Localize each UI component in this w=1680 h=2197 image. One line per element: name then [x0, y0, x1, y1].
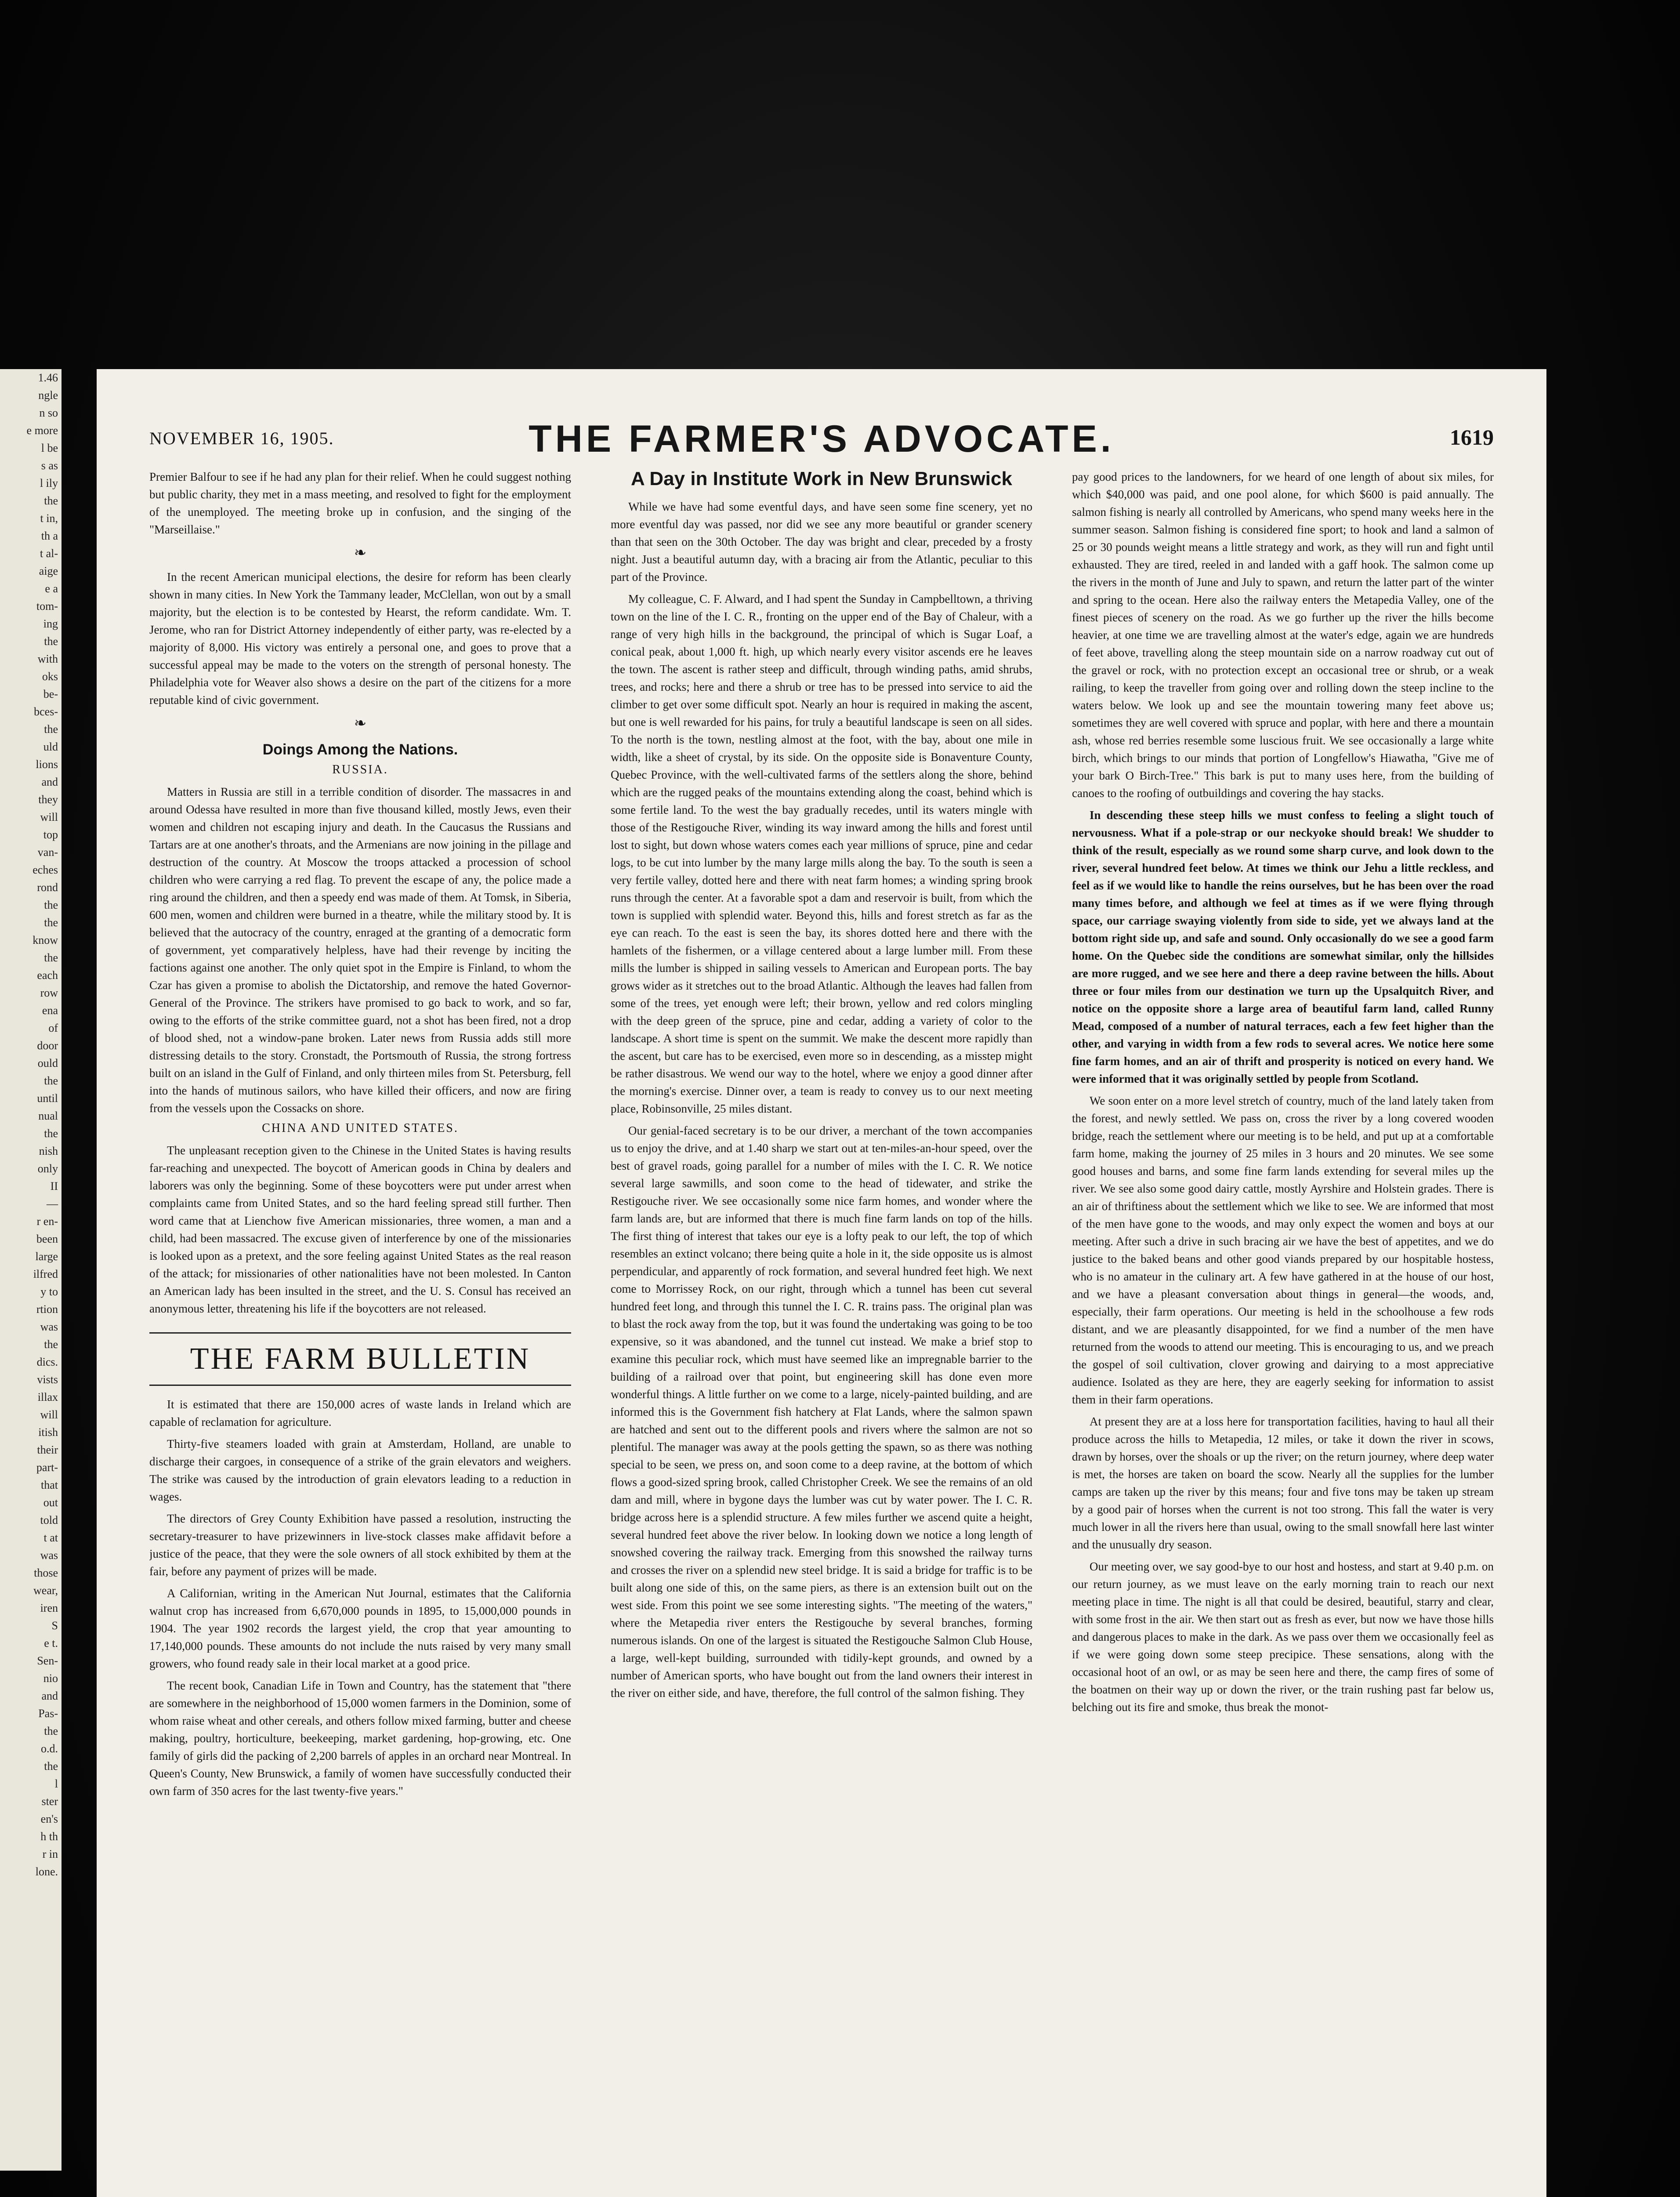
paragraph: While we have had some eventful days, and have seen some fine scenery, yet no more eventful day was passed, nor did we see any more beautiful or grander scenery than that seen on the 30th October. The day was bright and clear, preceded by a frosty night. Just a beautiful autumn day, with a bracing air from the Atlantic, peculiar to this part of the Province. — [611, 500, 1032, 584]
previous-page-fragment: aige — [39, 565, 58, 577]
masthead-title: THE FARMER'S ADVOCATE. — [529, 418, 1115, 460]
paragraph: My colleague, C. F. Alward, and I had spent the Sunday in Campbelltown, a thriving town on the line of the I. C. R., fronting on the upper end of the Bay of Chaleur, with a range of very high hills in the background, the principal of which is Sugar Loaf, a conical peak, about 1,000 ft. high, up which nearly every visitor ascends ere he leaves the town. The ascent is rather steep and difficult, through winding paths, amid shrubs, trees, and rocks; here and there a shrub or tree has to be pressed into service to aid the climber to get over some difficult spot. Nearly an hour is required in making the ascent, but one is well rewarded for his pains, for truly a beautiful landscape is seen on all sides. To the north is the town, nestling almost at the foot, with the bay, about one mile in width, like a sheet of crystal, by its side. On the opposite side is Bonaventure County, Quebec Province, with the well-cultivated farms of the settlers along the shore, behind which are the rugged peaks of the mountains extending along the coast, behind which is some fertile land. To the west the bay gradually recedes, until its waters mingle with those of the Restigouche River, winding its way inward among the hills and forest until lost to sight, but down whose waters comes each year millions of spruce, pine and cedar logs, to be cut into lumber by the many large mills along the bay. To the south is seen a very fertile valley, dotted here and there with neat farm homes; a winding spring brook runs through the center. At a favorable spot a dam and reservoir is built, from which the town is supplied with splendid water. Beyond this, hills and forest stretch as far as the eye can reach. To the east is seen the bay, its shores dotted here and there with the hamlets of the fishermen, or a village centered about a large lumber mill. From these mills the lumber is shipped in sailing vessels to American and European ports. The bay grows wider as it stretches out to the broad Atlantic. Although the leaves had fallen from some of the trees, yet enough were left; their brown, yellow and red colors mingling with the deep green of the spruce, pine and cedar, adding a variety of color to the landscape. A short time is spent on the summit. We make the descent more rapidly than the ascent, but care has to be exercised, even more so in descending, as a misstep might be rather disastrous. We wend our way to the hotel, where we enjoy a good dinner after the morning's exercise. Dinner over, a team is ready to convey us to our next meeting place, Robinsonville, 25 miles distant. — [611, 592, 1032, 1115]
previous-page-fragment: n so — [39, 406, 58, 419]
divider-ornament: ❧ — [354, 715, 367, 732]
previous-page-fragment: vists — [37, 1373, 58, 1386]
previous-page-fragment: their — [37, 1443, 58, 1456]
farm-bulletin-heading: THE FARM BULLETIN — [149, 1332, 571, 1386]
previous-page-fragment: top — [43, 828, 58, 841]
paragraph: Thirty-five steamers loaded with grain at Amsterdam, Holland, are unable to discharge their cargoes, in consequence of a strike of the grain elevators and weighers. The strike was caused by the introduction of grain elevators leading to a reduction in wages. — [149, 1437, 571, 1503]
paragraph: A Californian, writing in the American Nut Journal, estimates that the California walnut crop has increased from 6,670,000 pounds in 1895, to 15,000,000 pounds in 1904. The year 1902 records the largest yield, the crop that year amounting to 17,140,000 pounds. These amounts do not include the nuts raised by very many small growers, who found ready sale in their local market at a good price. — [149, 1587, 571, 1670]
previous-page-fragment: lions — [36, 758, 58, 771]
paragraph: The recent book, Canadian Life in Town and Country, has the statement that "there are somewhere in the neighborhood of 15,000 women farmers in the Dominion, some of whom raise wheat and other cereals, and others follow mixed farming, butter and cheese making, poultry, horticulture, beekeeping, market gardening, hop-growing, etc. One family of girls did the packing of 2,200 barrels of apples in an orchard near Montreal. In Queen's County, New Brunswick, a family of women have successfully conducted their own farm of 350 acres for the last twenty-five years." — [149, 1679, 571, 1798]
previous-page-fragment: the — [44, 1760, 58, 1773]
previous-page-fragment: illax — [37, 1391, 58, 1403]
previous-page-fragment: eches — [33, 863, 58, 876]
previous-page-fragment: oks — [42, 670, 58, 683]
previous-page-fragment: e t. — [44, 1637, 58, 1650]
previous-page-fragment: r en- — [36, 1215, 58, 1228]
previous-page-fragment: — — [47, 1197, 58, 1210]
previous-page-fragment: Sen- — [37, 1654, 58, 1667]
page-number: 1619 — [1450, 425, 1494, 450]
paragraph: In the recent American municipal elections, the desire for reform has been clearly shown in many cities. In New York the Tammany leader, McClellan, won out by a small majority, but the election is to be contested by Hearst, the reform candidate. Wm. T. Jerome, who ran for District Attorney independently of either party, was re-elected by a majority of 8,000. His victory was entirely a personal one, and goes to prove that a successful appeal may be made to the voters on the strength of personal honesty. The Philadelphia vote for Weaver also shows a desire on the part of the citizens for a more reputable kind of civic government. — [149, 570, 571, 707]
previous-page-fragment: II — [50, 1180, 58, 1193]
previous-page-fragment: the — [44, 951, 58, 964]
previous-page-fragment: be- — [43, 688, 58, 700]
previous-page-fragment: ngle — [38, 389, 58, 402]
previous-page-fragment: row — [40, 986, 58, 999]
column-3 — [1072, 468, 1494, 2197]
previous-page-fragment: was — [40, 1549, 58, 1562]
paragraph: In descending these steep hills we must confess to feeling a slight touch of nervousness. What if a pole-strap or our neckyoke should break! We shudder to think of the result, especially as we round some sharp curve, and look down to the river, several hundred feet below. At times we think our Jehu a little reckless, and feel as if we would like to handle the reins ourselves, but he has been over the road many times before, and although we feel at times as if we were flying through space, our carriage swaying violently from side to side, yet we always land at the bottom right side up, and safe and sound. Only occasionally do we see a good farm home. On the Quebec side the conditions are somewhat similar, only the hillsides are more rugged, and we see here and there a deep ravine between the hills. About three or four miles from our destination we turn up the Upsalquitch River, and notice on the opposite shore a large area of beautiful farm land, called Runny Mead, composed of a number of natural terraces, each a few feet higher than the other, and varying in width from a few rods to several acres. We notice here some fine farm homes, and an air of thrift and prosperity is noticed on every hand. We were informed that it was originally settled by people from Scotland. — [1072, 808, 1494, 1085]
previous-page-fragment: bces- — [34, 705, 58, 718]
paragraph: Our genial-faced secretary is to be our driver, a merchant of the town accompanies us to enjoy the drive, and at 1.40 sharp we start out at ten-miles-an-hour speed, over the best of gravel roads, going parallel for a number of miles with the I. C. R. We notice several large sawmills, and soon come to the head of tidewater, and strike the Restigouche river. We see occasionally some nice farm homes, and wonder where the farm lands are, but are informed that there is much fine farm lands on top of the hills. The first thing of interest that takes our eye is a lofty peak to our left, the top of which resembles an extinct volcano; there being quite a hole in it, the side opposite us is almost perpendicular, and apparently of rock formation, and several hundred feet high. We next come to Morrissey Rock, on our right, through which a tunnel has been cut several hundred feet long, and through this tunnel the I. C. R. trains pass. The original plan was to blast the rock away from the top, but it was found the undertaking was going to be too expensive, so it was abandoned, and the tunnel cut instead. We make a brief stop to examine this peculiar rock, which must have seemed like an impregnable barrier to the building of a railroad over that point, but engineering skill has done even more wonderful things. A little further on we come to a large, nicely-painted building, and are informed this is the Government fish hatchery at Flat Lands, where the salmon spawn are hatched and sent out to the different pools and rivers where the salmon are not so plentiful. The manager was away at the pools getting the spawn, so as there was nothing special to be seen, we press on, and soon come to a deep ravine, at the bottom of which flows a good-sized spring brook, called Christopher Creek. We see the remains of an old dam and mill, where in bygone days the lumber was cut by water power. The I. C. R. bridge across here is a splendid structure. A few miles further we ascend quite a height, several hundred feet above the river below. In looking down we notice a long length of snowshed covering the railway track. Emerging from this snowshed the railway turns and crosses the river on a splendid new steel bridge. It is said a bridge for traffic is to be built along one side of this, on the same piers, as there is an extension built out on the west side. From this point we see some interesting sights. "The meeting of the waters," where the Metapedia river enters the Restigouche by several branches, forming numerous islands. On one of the largest is situated the Restigouche Salmon Club House, a large, well-kept building, surrounded with tidily-kept grounds, and owned by a number of American sports, who have bought out from the land owners their interest in the river on either side, and have, therefore, the full control of the salmon fishing. They — [611, 1124, 1032, 1700]
previous-page-fragment: e a — [45, 582, 58, 595]
subsection-heading: CHINA AND UNITED STATES. — [262, 1121, 459, 1135]
previous-page-fragment: lone. — [35, 1865, 58, 1878]
previous-page-fragment: ing — [43, 617, 58, 630]
previous-page-fragment: the — [44, 916, 58, 929]
previous-page-fragment: door — [37, 1039, 58, 1052]
previous-page-fragment: that — [41, 1479, 58, 1491]
previous-page-fragment: know — [33, 934, 58, 946]
previous-page-fragment: and — [41, 776, 58, 788]
column-2 — [611, 468, 1032, 2197]
previous-page-fragment: uld — [43, 740, 58, 753]
previous-page-fragment: y to — [40, 1285, 58, 1298]
previous-page-fragment: and — [41, 1689, 58, 1702]
previous-page-fragment: large — [35, 1250, 58, 1263]
previous-page-fragment: the — [44, 494, 58, 507]
paragraph: Our meeting over, we say good-bye to our host and hostess, and start at 9.40 p.m. on our return journey, as we must leave on the early morning train to reach our next meeting place in time. The night is all that could be desired, beautiful, starry and clear, with some frost in the air. We then start out as fresh as ever, but now we have those hills and dangerous places to make in the dark. As we pass over them we occasionally feel as if we were going down some steep precipice. These sensations, along with the occasional hoot of an owl, or as may be seen here and there, the camp fires of some of the boatmen on their way up or down the river, or the train rushing past far below us, belching out its fire and smoke, thus break the monot- — [1072, 1560, 1494, 1714]
previous-page-fragment: been — [36, 1233, 58, 1245]
issue-date: NOVEMBER 16, 1905. — [149, 428, 334, 448]
previous-page-fragment: ilfred — [33, 1268, 58, 1280]
paragraph: It is estimated that there are 150,000 acres of waste lands in Ireland which are capable of reclamation for agriculture. — [149, 1398, 571, 1428]
previous-page-fragment: t al- — [40, 547, 58, 560]
previous-page-fragment: iren — [40, 1602, 58, 1614]
previous-page-fragment: will — [40, 811, 58, 823]
previous-page-fragment: until — [37, 1092, 58, 1105]
paragraph: Matters in Russia are still in a terrible condition of disorder. The massacres in and around Odessa have resulted in more than five thousand killed, mostly Jews, even their women and children not escaping injury and death. In the Caucasus the Russians and Tartars are at one another's throats, and the Armenians are now joining in the pillage and destruction of the country. At Moscow the troops attacked a procession of school children who were carrying a red flag. To prevent the escape of any, the police made a ring around the children, and then a speedy end was made of them. At Tomsk, in Siberia, 600 men, women and children were burned in a theatre, while the military stood by. It is believed that the autocracy of the country, enraged at the granting of a democratic form of government, yet comparatively helpless, have had their revenge by inciting the factions against one another. The only quiet spot in the Empire is Finland, to whom the Czar has given a promise to abolish the Dictatorship, and remove the hated Governor-General of the Province. The strikers have promised to go back to work, and so far, owing to the efforts of the strike committee guard, not a shot has been fired, not a drop of blood shed, not a window-pane broken. Later news from Russia adds still more distressing details to the story. Cronstadt, the Portsmouth of Russia, the strong fortress built on an island in the Gulf of Finland, and only thirteen miles from St. Petersburg, fell into the hands of mutinous sailors, who have killed their officers, and now are firing from the vessels upon the Cossacks on shore. — [149, 785, 571, 1115]
previous-page-fragment: en's — [40, 1813, 58, 1825]
previous-page-fragment: l ily — [40, 477, 58, 489]
previous-page-fragment: ould — [37, 1057, 58, 1069]
previous-page-fragment: the — [44, 1127, 58, 1140]
previous-page-edge — [0, 369, 62, 2171]
previous-page-fragment: rtion — [36, 1303, 58, 1316]
running-header — [149, 409, 1494, 460]
previous-page-fragment: o.d. — [41, 1742, 58, 1755]
paragraph: We soon enter on a more level stretch of country, much of the land lately taken from the forest, and newly settled. We pass on, cross the river by a long covered wooden bridge, reach the settlement where our meeting is to be held, and put up at a comfortable farm home, making the journey of 25 miles in 3 hours and 20 minutes. We see some good houses and barns, and some fine farm lands extending for several miles up the river. We see also some good dairy cattle, mostly Ayrshire and Holstein grades. There is an air of thriftiness about the settlement which we like to see. We are informed that most of the men have gone to the woods, and may only expect the women and boys at our meeting. After such a drive in such bracing air we have the best of appetites, and we do justice to the baked beans and other good viands prepared by our hospitable hostess, who is no amateur in the culinary art. A few have gathered in at the house of our host, and we have a pleasant conversation about things in general—the woods, and, especially, their farm operations. Our meeting is held in the schoolhouse a few rods distant, and we are pleasantly disappointed, for we find a number of the men have returned from the woods to attend our meeting. This is encouraging to us, and we preach the gospel of soil cultivation, clover growing and dairying to a most appreciative audience. Isolated as they are here, they are eagerly seeking for information to assist them in their farm operations. — [1072, 1094, 1494, 1406]
previous-page-fragment: 1.46 — [38, 371, 58, 384]
previous-page-fragment: dics. — [36, 1356, 58, 1368]
divider-ornament: ❧ — [354, 545, 367, 561]
previous-page-fragment: part- — [36, 1461, 58, 1474]
previous-page-fragment: wear, — [33, 1584, 58, 1597]
previous-page-fragment: the — [44, 1725, 58, 1737]
previous-page-fragment: nish — [39, 1145, 58, 1157]
previous-page-fragment: t at — [43, 1531, 58, 1544]
previous-page-fragment: r in — [42, 1848, 58, 1860]
previous-page-fragment: Pas- — [38, 1707, 58, 1720]
previous-page-fragment: itish — [38, 1426, 58, 1439]
previous-page-fragment: t in, — [40, 512, 58, 525]
paragraph: The unpleasant reception given to the Chinese in the United States is having results far-reaching and unexpected. The boycott of American goods in China by dealers and laborers was only the beginning. Some of these boycotters were put under arrest when complaints came from United States, and so the hard feeling spread still further. Then word came that at Lienchow five American missionaries, three women, a man and a child, had been massacred. The excuse given of interference by one of the missionaries is looked upon as a pretext, and the sore feeling against United States as the real reason of the attack; for missionaries of other nationalities have not been molested. In Canton an American lady has been insulted in the street, and the U. S. Consul has received an anonymous letter, threatening his life if the boycotters are not released. — [149, 1144, 571, 1315]
previous-page-fragment: tom- — [36, 600, 58, 613]
previous-page-fragment: was — [40, 1320, 58, 1333]
previous-page-fragment: out — [43, 1496, 58, 1509]
paragraph: Premier Balfour to see if he had any plan for their relief. When he could suggest nothing but public charity, they met in a mass meeting, and resolved to fight for the employment of the unemployed. The meeting broke up in confusion, and the singing of the "Marseillaise." — [149, 470, 571, 536]
previous-page-fragment: with — [37, 653, 58, 665]
previous-page-fragment: of — [48, 1022, 58, 1034]
previous-page-fragment: nio — [43, 1672, 58, 1685]
previous-page-fragment: l — [54, 1777, 58, 1790]
previous-page-fragment: h th — [40, 1830, 58, 1843]
previous-page-fragment: ena — [42, 1004, 58, 1017]
previous-page-fragment: e more — [26, 424, 58, 437]
previous-page-fragment: ster — [41, 1795, 58, 1808]
previous-page-fragment: those — [34, 1566, 58, 1579]
previous-page-fragment: the — [44, 1074, 58, 1087]
previous-page-fragment: the — [44, 1338, 58, 1351]
previous-page-fragment: l be — [41, 442, 58, 454]
previous-page-fragment: nual — [38, 1109, 58, 1122]
previous-page-fragment: will — [40, 1408, 58, 1421]
previous-page-fragment: the — [44, 635, 58, 648]
previous-page-fragment: rond — [37, 881, 58, 894]
paragraph: pay good prices to the landowners, for we heard of one length of about six miles, for which $40,000 was paid, and one pool alone, for which $600 is paid annually. The salmon fishing is nearly all controlled by Americans, who spend many weeks here in the summer season. Salmon fishing is considered fine sport; to hook and land a salmon of 25 or 30 pounds weight means a little strategy and work, as they will run and fight until exhausted. They are tired, reeled in and landed with a gaff hook. The salmon come up the rivers in the month of June and July to spawn, and return the latter part of the winter and spring to the ocean. Here also the railway enters the Metapedia Valley, one of the finest pieces of scenery on the road. As we go further up the river the hills become heavier, at one time we are travelling almost at the water's edge, again we are hundreds of feet above, travelling along the steep mountain side on a narrow roadway cut out of the gravel or rock, with no protection except an occasional tree or shrub, or a weak railing, to keep the traveller from going over and rolling down the steep incline to the waters below. We look up and see the mountain towering many feet above us; sometimes they are well covered with spruce and poplar, with here and there a mountain ash, whose red berries resemble some luscious fruit. We see occasionally a large white birch, which brings to our minds that portion of Longfellow's Hiawatha, "Give me of your bark O Birch-Tree." This bark is put to many uses here, from the building of canoes to the roofing of outbuildings and covering the hay stacks. — [1072, 470, 1494, 800]
newspaper-page — [97, 369, 1546, 2197]
previous-page-fragment: each — [37, 969, 58, 982]
column-1 — [149, 468, 571, 2197]
previous-page-fragment: th a — [41, 529, 58, 542]
previous-page-fragment: they — [38, 793, 58, 806]
previous-page-fragment: s as — [41, 459, 58, 472]
previous-page-fragment: the — [44, 723, 58, 736]
previous-page-fragment: S — [51, 1619, 58, 1632]
subsection-heading: RUSSIA. — [332, 763, 388, 776]
article-heading: A Day in Institute Work in New Brunswick — [631, 468, 1012, 489]
section-heading: Doings Among the Nations. — [262, 741, 458, 758]
previous-page-fragment: van- — [37, 846, 58, 859]
paragraph: The directors of Grey County Exhibition have passed a resolution, instructing the secretary-treasurer to have prizewinners in live-stock classes make affidavit before a justice of the peace, that they were the sole owners of all stock exhibited by them at the fair, before any payment of prizes will be made. — [149, 1512, 571, 1578]
previous-page-fragment: the — [44, 899, 58, 911]
previous-page-fragment: only — [37, 1162, 58, 1175]
paragraph: At present they are at a loss here for transportation facilities, having to haul all their produce across the hills to Metapedia, 12 miles, or take it down the river in scows, drawn by horses, over the shoals or up the river; on the return journey, where deep water is met, the horses are taken on board the scow. Nearly all the supplies for the lumber camps are taken up the river by this means; four and five tons may be taken up stream by a good pair of horses when the current is not too strong. This fall the water is very much lower in all the rivers here than usual, owing to the small snowfall here last winter and the unusually dry season. — [1072, 1415, 1494, 1551]
previous-page-fragment: told — [40, 1514, 58, 1526]
